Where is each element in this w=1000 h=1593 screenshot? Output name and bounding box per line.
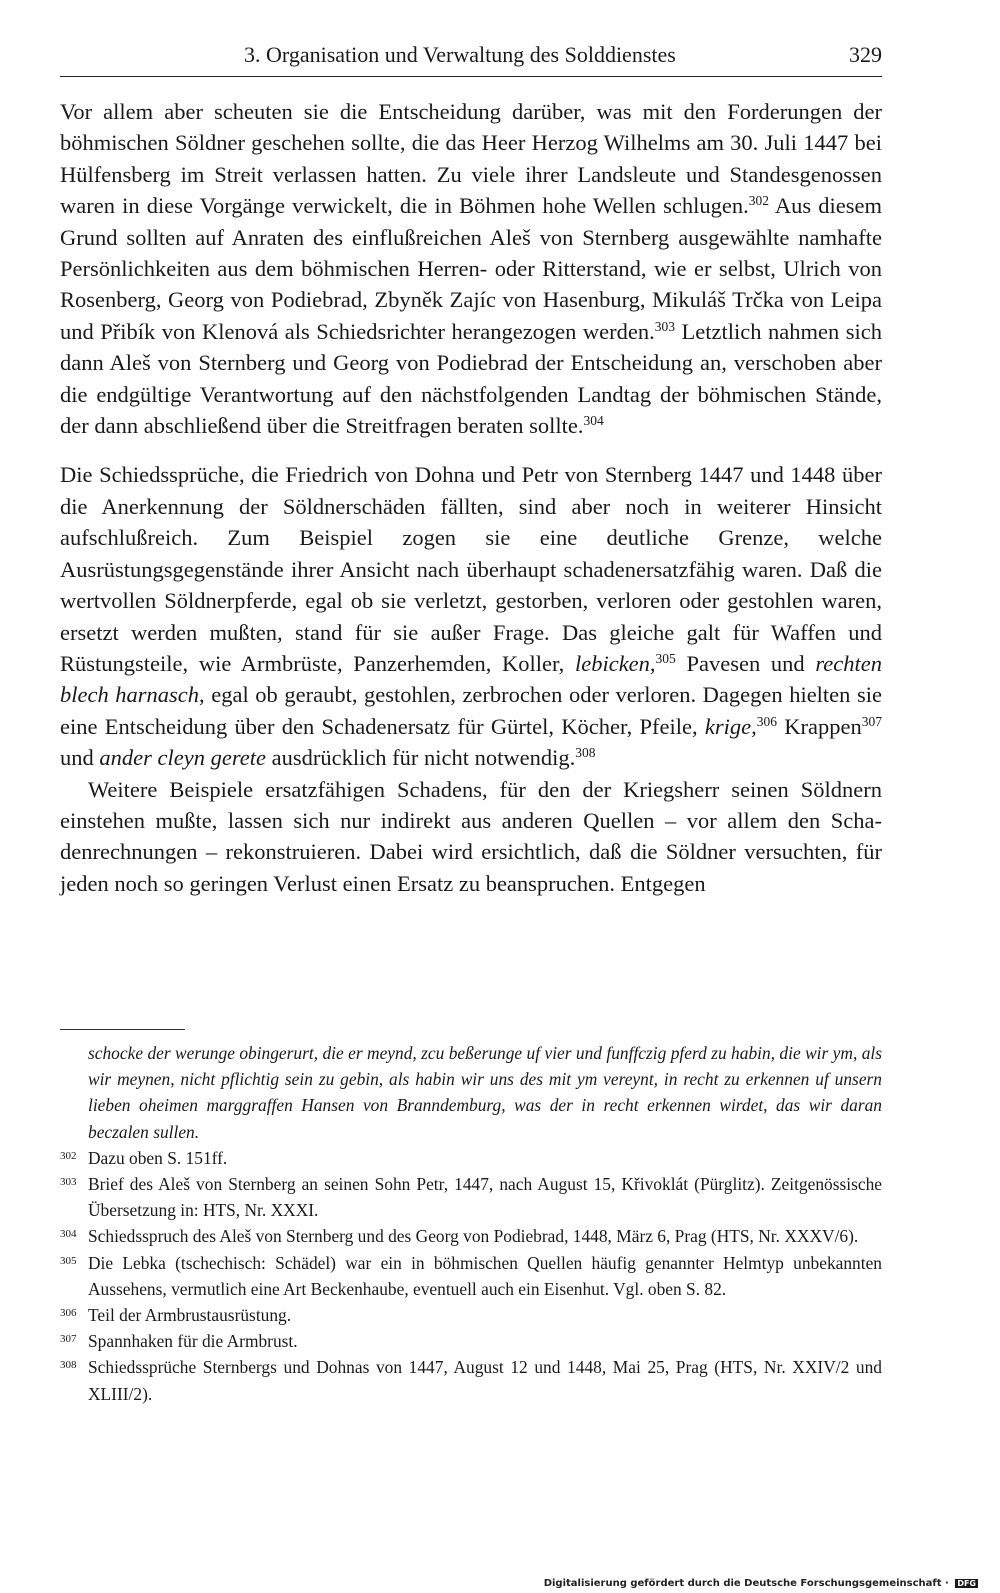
- text-run: Teil der Armbrustausrüstung.: [88, 1305, 292, 1326]
- footnote-number: 308: [60, 1359, 77, 1372]
- text-run: Letztlich nahmen sich dann Aleš von Sternberg und Georg von Podiebrad der Entscheidung an, verschoben aber die endgültige Verantwortung auf den nächstfolgenden Landtag der böhmischen Stände, der dann abschließend über die Streitfragen beraten sollte.: [60, 318, 882, 439]
- footnote-continuation: schocke der werunge obingerurt, die er meynd, zcu beßerunge uf vier und funffczig pferd zu habin, die wir ym, als wir meynen, nicht pflichtig sein zu gebin, als habin wir uns des mit ym vereynt, in recht zu erkennen uf unsern lieben oheimen marggraffen Hansen von Branndemburg, was der in recht erkennen wirdet, das wir daran beczalen sullen.: [88, 1043, 882, 1142]
- footnote-305: [60, 1250, 882, 1302]
- digitization-footer: [544, 1578, 978, 1589]
- footnote-text: [88, 1331, 298, 1351]
- text-run: Die Lebka (tschechisch: Schädel) war ein in böhmischen Quellen häufig genannter Helmtyp unbekannten Aussehens, vermutlich eine Art Beckenhaube, eventuell auch ein Eisenhut. Vgl. oben S. 82.: [88, 1252, 882, 1299]
- footnote-text: [88, 1357, 882, 1403]
- footnote-303: [60, 1171, 882, 1223]
- footnote-text: [88, 1305, 291, 1325]
- running-header: [60, 40, 882, 77]
- text-run: Spannhaken für die Armbrust.: [88, 1331, 298, 1352]
- body-paragraph: [60, 459, 882, 773]
- text-run: , egal ob geraubt, gestohlen, zerbrochen oder verloren. Dagegen hielten sie eine Entscheidung über den Schadenersatz für Gürtel, Köcher, Pfeile,: [60, 682, 882, 739]
- footnote-text: [88, 1253, 882, 1299]
- footnote-reference: 308: [575, 745, 596, 761]
- text-run: Krappen: [777, 713, 862, 739]
- footnote-text: [88, 1148, 227, 1168]
- text-run: Weitere Beispiele ersatzfähigen Schadens, für den der Kriegsherr seinen Söldnern einstehen mußte, lassen sich nur indirekt aus anderen Quellen – vor allem den Schadenrechnungen – rekonstruieren. Dabei wird ersichtlich, daß die Söldner versuchten, für jeden noch so geringen Verlust einen Ersatz zu beanspruchen. Entgegen: [60, 776, 882, 896]
- running-title: 3. Organisation und Verwaltung des Solddienstes: [244, 42, 676, 67]
- footnote-text: [88, 1226, 858, 1246]
- footnote-number: 306: [60, 1307, 77, 1320]
- page-number: 329: [849, 42, 882, 67]
- footnote-302: [60, 1145, 882, 1171]
- text-run: Dazu oben S. 151ff.: [88, 1147, 228, 1168]
- text-run: Aus diesem Grund sollten auf Anraten des einflußreichen Aleš von Sternberg ausgewählte namhafte Persönlichkeiten aus dem böhmischen Herren- oder Ritterstand, wie er selbst, Ulrich von Rosenberg, Georg von Podiebrad, Zbyněk Zajíc von Hasenburg, Mikuláš Trčka von Leipa und Přibík von Klenová als Schiedsrichter herangezogen werden.: [60, 193, 883, 344]
- footnote-number: 302: [60, 1149, 77, 1162]
- footnote-number: 307: [60, 1333, 77, 1346]
- footnote-text: [88, 1174, 882, 1220]
- italic-term: lebicken,: [574, 650, 656, 676]
- text-run: Brief des Aleš von Sternberg an seinen Sohn Petr, 1447, nach August 15, Křivoklát (Pürglitz). Zeitgenössische Übersetzung in: HTS, Nr. XXXI.: [88, 1174, 882, 1221]
- footnote-separator: [60, 1029, 185, 1030]
- text-run: Schiedssprüche Sternbergs und Dohnas von 1447, August 12 und 1448, Mai 25, Prag (HTS, Nr. XXIV/2 und XLIII/2).: [88, 1357, 882, 1404]
- italic-term: krige,: [704, 713, 757, 739]
- text-run: Die Schiedssprüche, die Friedrich von Dohna und Petr von Sternberg 1447 und 1448 über die Anerkennung der Söldnerschäden fällten, sind aber noch in weiterer Hinsicht aufschlußreich. Zum Beispiel zogen sie eine deutliche Grenze, welche Ausrüstungsgegenstände ihrer Ansicht nach überhaupt schadenersatzfähig waren. Daß die wertvollen Söldnerpferde, egal ob sie verletzt, gestorben, verloren oder gestohlen waren, ersetzt werden mußten, stand für sie außer Frage. Das gleiche galt für Waffen und Rüstungsteile, wie Armbrüste, Panzerhemden, Koller,: [60, 462, 882, 676]
- text-run: Vor allem aber scheuten sie die Entscheidung darüber, was mit den Forderungen der böhmischen Söldner geschehen sollte, die das Heer Herzog Wilhelms am 30. Juli 1447 bei Hülfensberg im Streit verlassen hatten. Zu viele ihrer Landsleute und Standesgenossen waren in diese Vorgänge verwickelt, die in Böhmen hohe Wellen schlugen.: [60, 99, 882, 219]
- text-run: Schiedsspruch des Aleš von Sternberg und des Georg von Podiebrad, 1448, März 6, Prag (HTS, Nr. XXXV/6).: [88, 1226, 859, 1247]
- footnote-number: 304: [60, 1228, 77, 1241]
- footnote-reference: 302: [748, 193, 770, 209]
- footnote-308: [60, 1354, 882, 1406]
- footnote-reference: 304: [583, 412, 604, 428]
- body-paragraph: [60, 774, 882, 900]
- footnote-number: 303: [60, 1176, 77, 1189]
- footnotes: [60, 1040, 882, 1407]
- footnote-reference: 303: [654, 318, 676, 334]
- footnote-reference: 305: [655, 650, 676, 666]
- italic-term: ander cleyn gerete: [99, 745, 266, 771]
- text-run: und: [60, 745, 100, 771]
- footnote-306: [60, 1302, 882, 1328]
- text-run: ausdrücklich für nicht notwendig.: [265, 745, 576, 771]
- footnote-reference: 306: [756, 713, 777, 729]
- footnote-number: 305: [60, 1254, 77, 1267]
- text-run: Pavesen und: [675, 650, 816, 676]
- footer-text: Digitalisierung gefördert durch die Deutsche Forschungsgemeinschaft ·: [543, 1578, 949, 1589]
- footnote-304: [60, 1223, 882, 1249]
- footnote-reference: 307: [861, 713, 882, 729]
- dfg-logo: DFG: [957, 1578, 976, 1588]
- body-paragraph: [60, 96, 882, 441]
- footnote-307: [60, 1328, 882, 1354]
- main-text: [60, 96, 882, 899]
- footnote-list: [60, 1145, 882, 1407]
- italic-term: rechten blech harnasch: [60, 650, 882, 708]
